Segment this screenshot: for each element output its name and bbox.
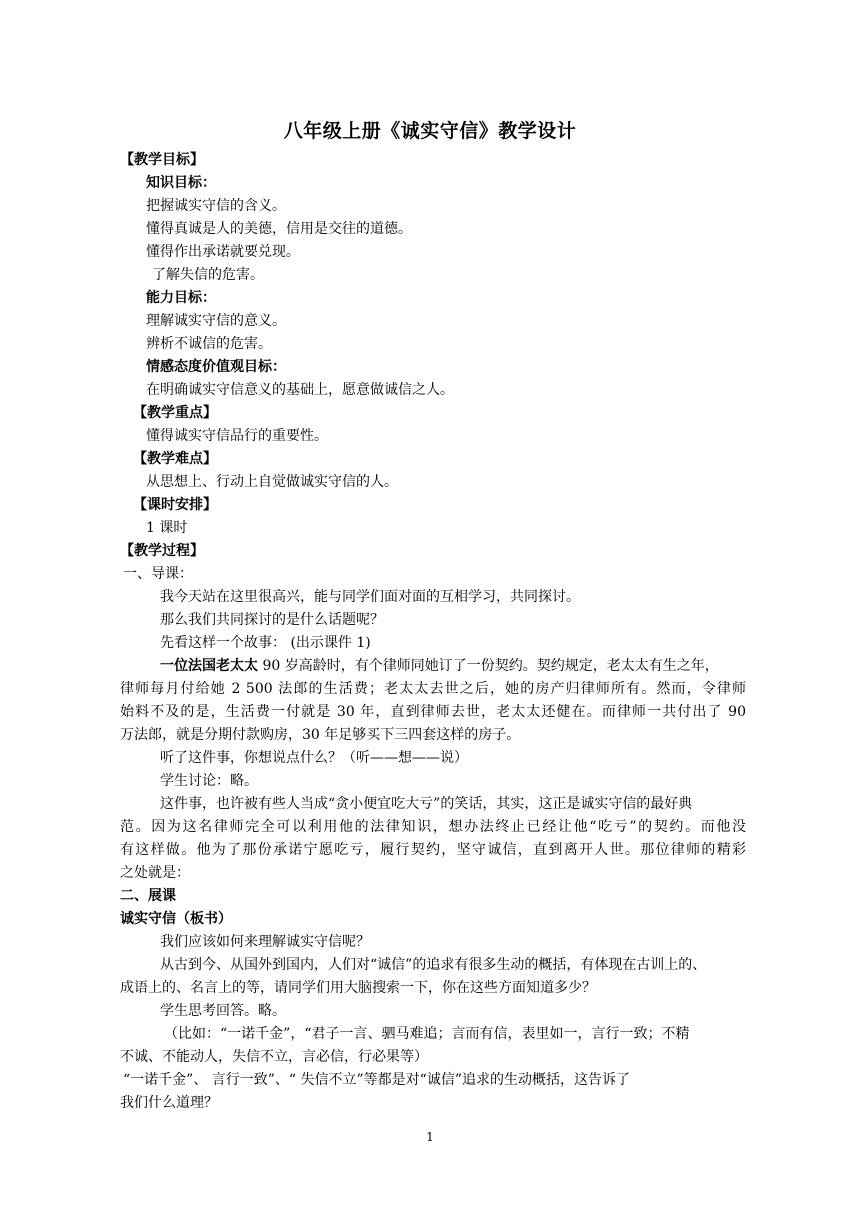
- text-line: 懂得作出承诺就要兑现。: [146, 244, 300, 260]
- text-line: 我今天站在这里很高兴，能与同学们面对面的互相学习，共同探讨。: [160, 589, 580, 605]
- section-heading-focus: 【教学重点】: [133, 405, 217, 421]
- text-line: 从思想上、行动上自觉做诚实守信的人。: [146, 474, 398, 490]
- section-heading-schedule: 【课时安排】: [133, 497, 217, 513]
- text-line: 从古到今、从国外到国内，人们对“诚信”的追求有很多生动的概括，有体现在古训上的、: [160, 957, 707, 973]
- text-line: “一诺千金”、 言行一致”、“ 失信不立”等都是对“诚信”追求的生动概括，这告诉了: [123, 1072, 630, 1088]
- text-line: 把握诚实守信的含义。: [146, 198, 286, 214]
- subheading-board: 诚实守信（板书）: [120, 911, 232, 927]
- section-heading-difficulty: 【教学难点】: [133, 451, 217, 467]
- document-title: 八年级上册《诚实守信》教学设计: [283, 120, 577, 142]
- text-line: 我们应该如何来理解诚实守信呢？: [160, 934, 370, 950]
- text-line: 在明确诚实守信意义的基础上，愿意做诚信之人。: [146, 382, 454, 398]
- text-line: 听了这件事，你想说点什么？（听——想——说）: [160, 750, 468, 766]
- text-line: 范。因为这名律师完全可以利用他的法律知识，想办法终止已经让他“吃亏”的契约。而他没: [120, 819, 746, 835]
- page-number: 1: [426, 1130, 434, 1144]
- text-line: 万法郎，就是分期付款购房，30 年足够买下三四套这样的房子。: [120, 727, 521, 743]
- text-line: 理解诚实守信的意义。: [146, 313, 286, 329]
- section-heading-process: 【教学过程】: [120, 543, 204, 559]
- text-line: 懂得真诚是人的美德，信用是交往的道德。: [146, 221, 412, 237]
- bold-phrase: 一位法国老太太: [160, 658, 258, 674]
- text-line: 始料不及的是，生活费一付就是 30 年，直到律师去世，老太太还健在。而律师一共付出了 90: [120, 704, 746, 720]
- text-line: 这件事，也许被有些人当成“贪小便宜吃大亏”的笑话，其实，这正是诚实守信的最好典: [160, 796, 693, 812]
- text-line: 了解失信的危害。: [152, 267, 264, 283]
- section-heading-expand: 二、展课: [120, 888, 176, 904]
- text-line: 有这样做。他为了那份承诺宁愿吃亏，履行契约，坚守诚信，直到离开人世。那位律师的精彩: [120, 842, 746, 858]
- text-line: 律师每月付给她 2 500 法郎的生活费；老太太去世之后，她的房产归律师所有。然而，令律师: [120, 681, 746, 697]
- subheading-intro: 一、导课：: [123, 566, 193, 582]
- text-line: 1 课时: [146, 520, 188, 536]
- subheading-knowledge: 知识目标：: [146, 175, 216, 191]
- text-line: 辨析不诚信的危害。: [146, 336, 272, 352]
- text-line: 我们什么道理？: [120, 1095, 218, 1111]
- text-line: 那么我们共同探讨的是什么话题呢？: [160, 612, 384, 628]
- text-line: 先看这样一个故事： (出示课件 1): [160, 635, 371, 651]
- subheading-values: 情感态度价值观目标：: [146, 359, 286, 375]
- text-line: （比如：“一诺千金”，“君子一言、驷马难追；言而有信，表里如一，言行一致；不精: [164, 1026, 690, 1042]
- text-line: 之处就是：: [120, 865, 190, 881]
- text-line: 不诚、不能动人，失信不立，言必信，行必果等）: [120, 1049, 428, 1065]
- section-heading-objectives: 【教学目标】: [120, 152, 204, 168]
- subheading-ability: 能力目标：: [146, 290, 216, 306]
- text-line: 懂得诚实守信品行的重要性。: [146, 428, 328, 444]
- text-span: 90 岁高龄时，有个律师同她订了一份契约。契约规定，老太太有生之年，: [258, 658, 719, 674]
- text-line: 成语上的、名言上的等，请同学们用大脑搜索一下，你在这些方面知道多少？: [120, 980, 596, 996]
- text-line: 学生思考回答。略。: [160, 1003, 286, 1019]
- text-line: [160, 655, 719, 677]
- text-line: 学生讨论：略。: [160, 773, 258, 789]
